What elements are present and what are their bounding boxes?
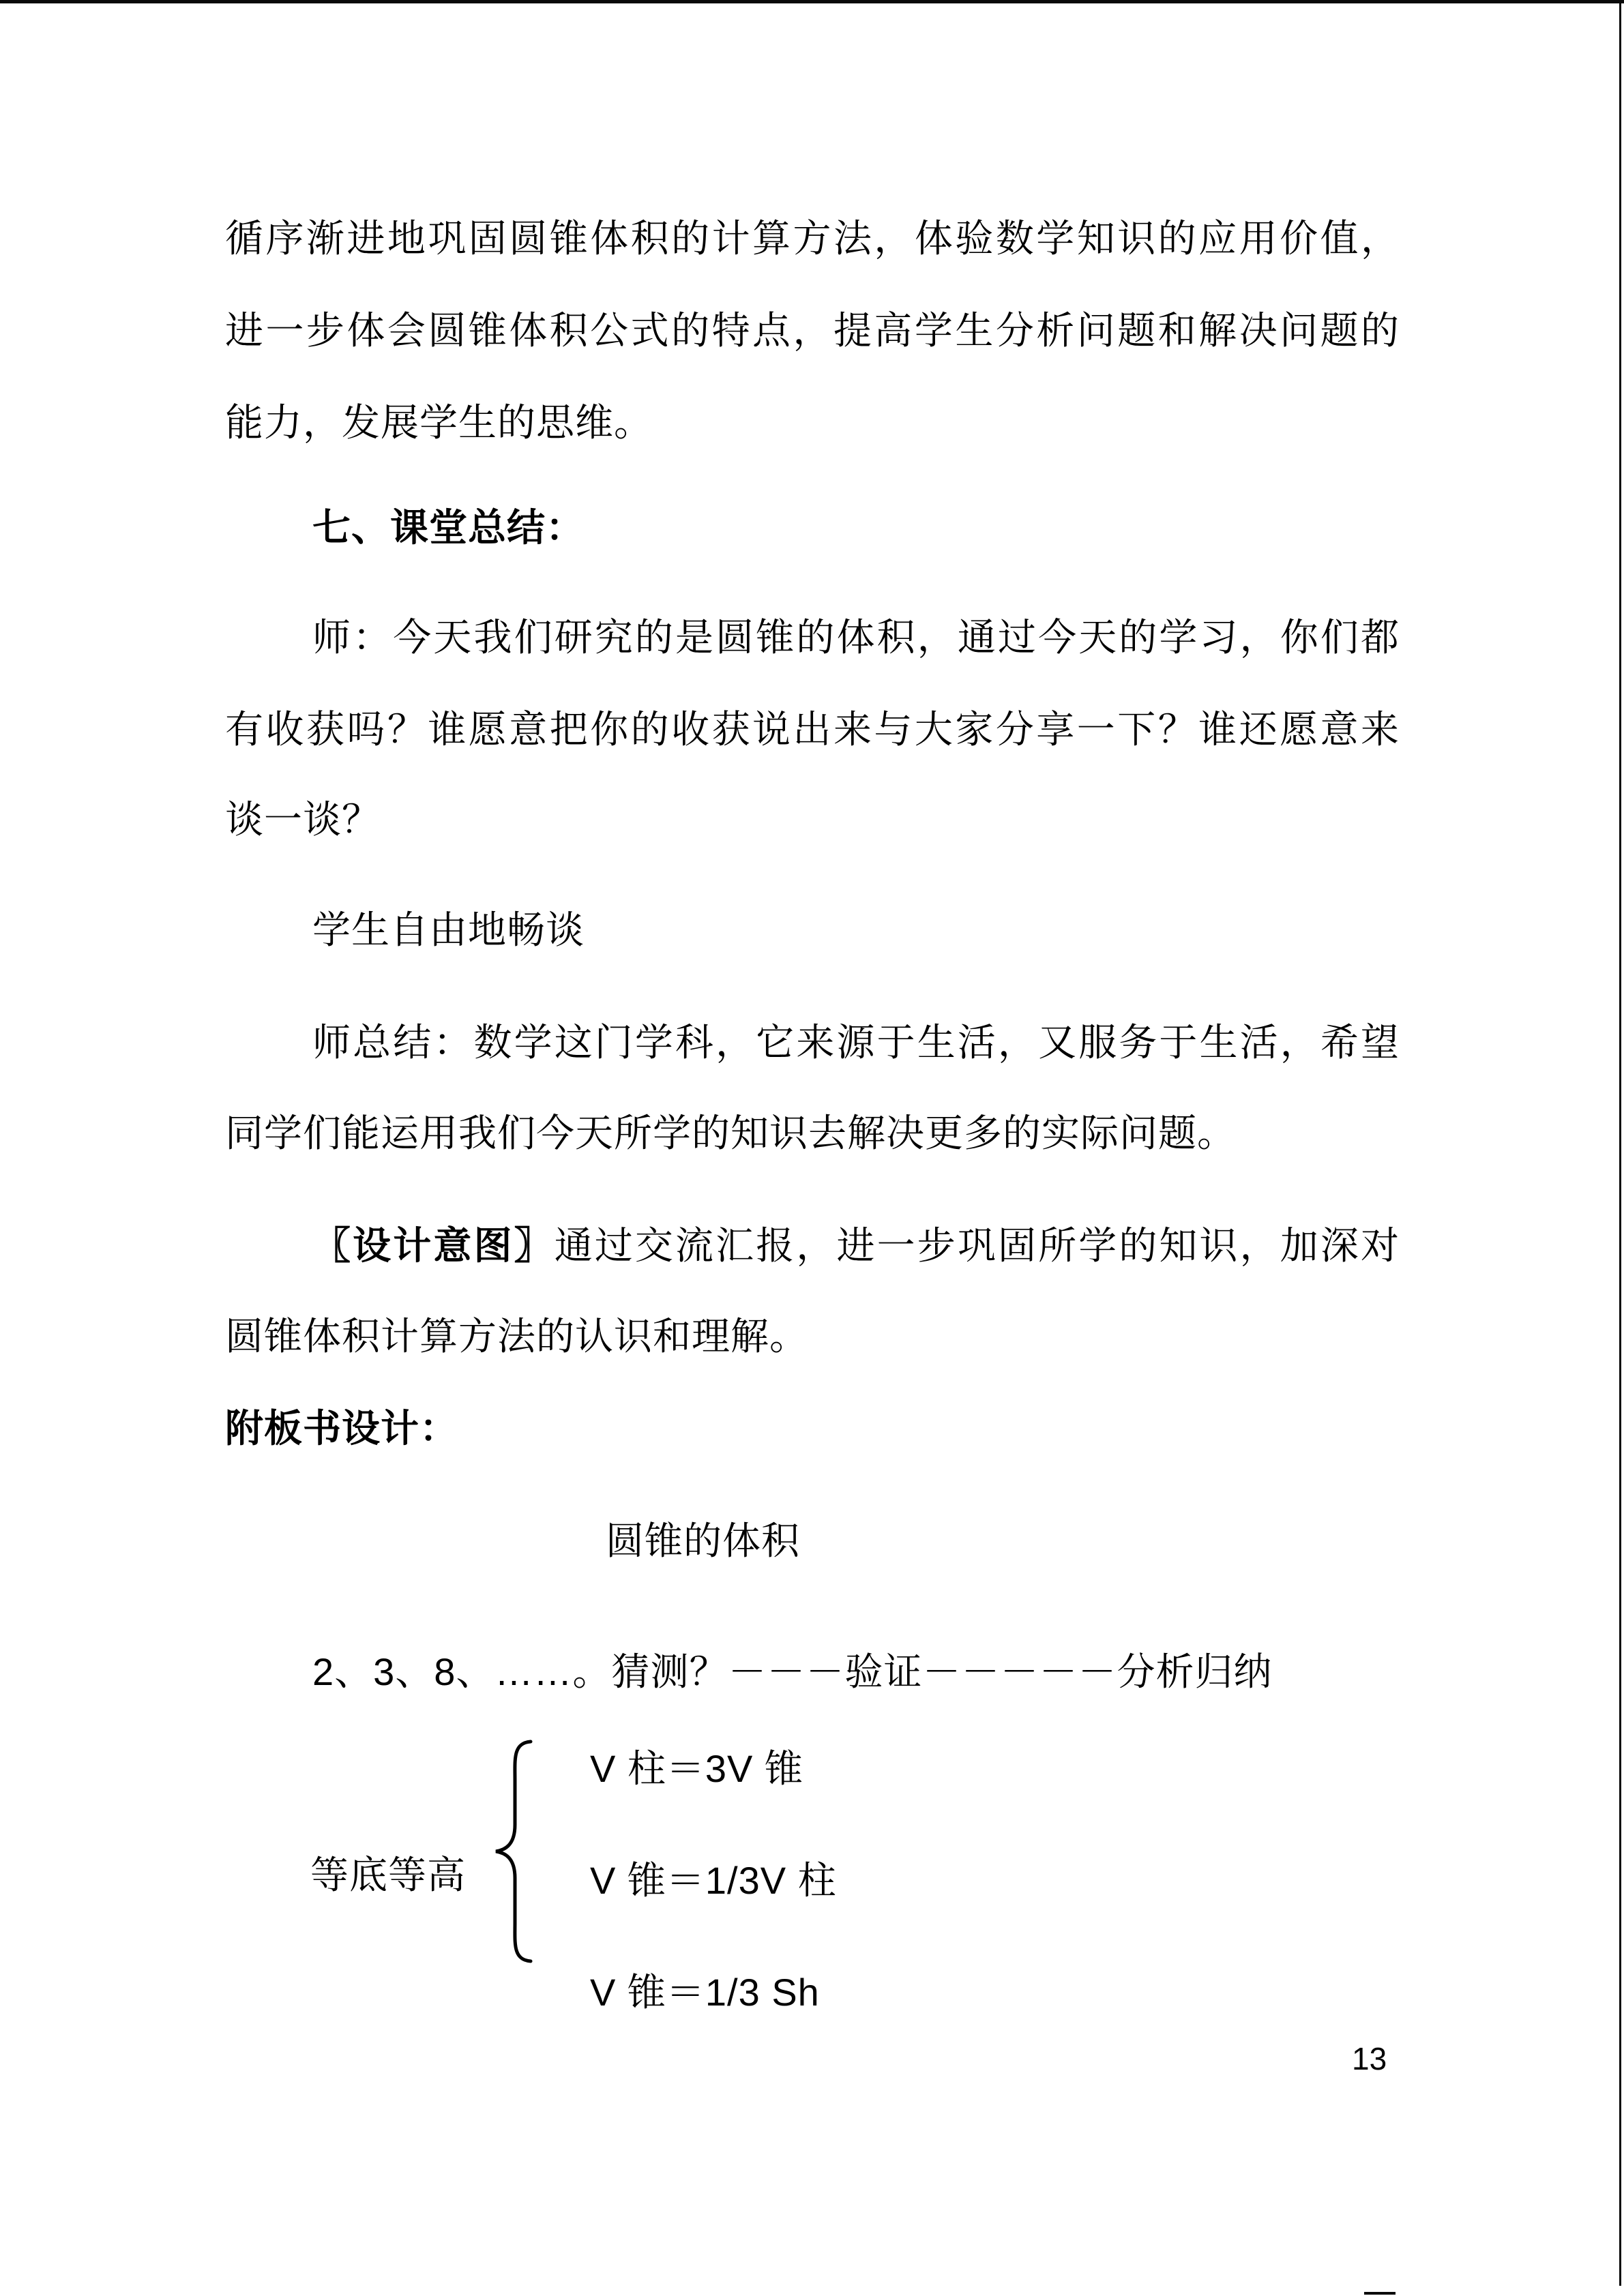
teacher-summary-line-2: 同学们能运用我们今天所学的知识去解决更多的实际问题。 [225,1113,1236,1155]
board-title: 圆锥的体积 [606,1521,800,1563]
scan-right-border [1619,0,1621,2286]
board-sequence-line [312,1649,1272,1696]
section-heading-class-summary: 七、课堂总结： [312,507,585,550]
scan-bottom-artifact [1364,2292,1396,2295]
board-sequence-numbers: 2、3、8、……。 [312,1650,612,1693]
scan-top-border [0,0,1624,3]
formula-cone-equals-third-sh: V 锥＝1/3 Sh [590,1971,820,2014]
teacher-summary-line-1: 师总结：数学这门学科，它来源于生活，又服务于生活，希望 [312,1022,1400,1064]
board-sequence-flow: 猜测？－－－验证－－－－－分析归纳 [611,1652,1273,1694]
design-intent-label: 〖设计意图〗 [312,1225,555,1268]
design-intent-line-1 [312,1224,1400,1270]
design-intent-text: 通过交流汇报，进一步巩固所学的知识，加深对 [554,1225,1400,1268]
intro-paragraph-line-3: 能力，发展学生的思维。 [225,402,653,445]
intro-paragraph-line-1: 循序渐进地巩固圆锥体积的计算方法，体验数学知识的应用价值， [225,218,1400,260]
teacher-opening-line-2: 有收获吗？谁愿意把你的收获说出来与大家分享一下？谁还愿意来 [225,709,1400,751]
condition-label-equal-base-height: 等底等高 [310,1855,466,1897]
formula-cylinder-equals-3-cones: V 柱＝3V 锥 [590,1747,803,1790]
intro-paragraph-line-2: 进一步体会圆锥体积公式的特点，提高学生分析问题和解决问题的 [225,310,1400,353]
board-design-heading: 附板书设计： [225,1408,458,1450]
page-number: 13 [1352,2041,1387,2076]
formula-cone-equals-third-cylinder: V 锥＝1/3V 柱 [590,1859,837,1902]
student-activity-line: 学生自由地畅谈 [312,910,585,952]
teacher-opening-line-3: 谈一谈？ [225,799,381,841]
design-intent-line-2: 圆锥体积计算方法的认识和理解。 [225,1316,808,1358]
teacher-opening-line-1: 师：今天我们研究的是圆锥的体积，通过今天的学习，你们都 [312,617,1400,659]
curly-brace [477,1738,542,1966]
